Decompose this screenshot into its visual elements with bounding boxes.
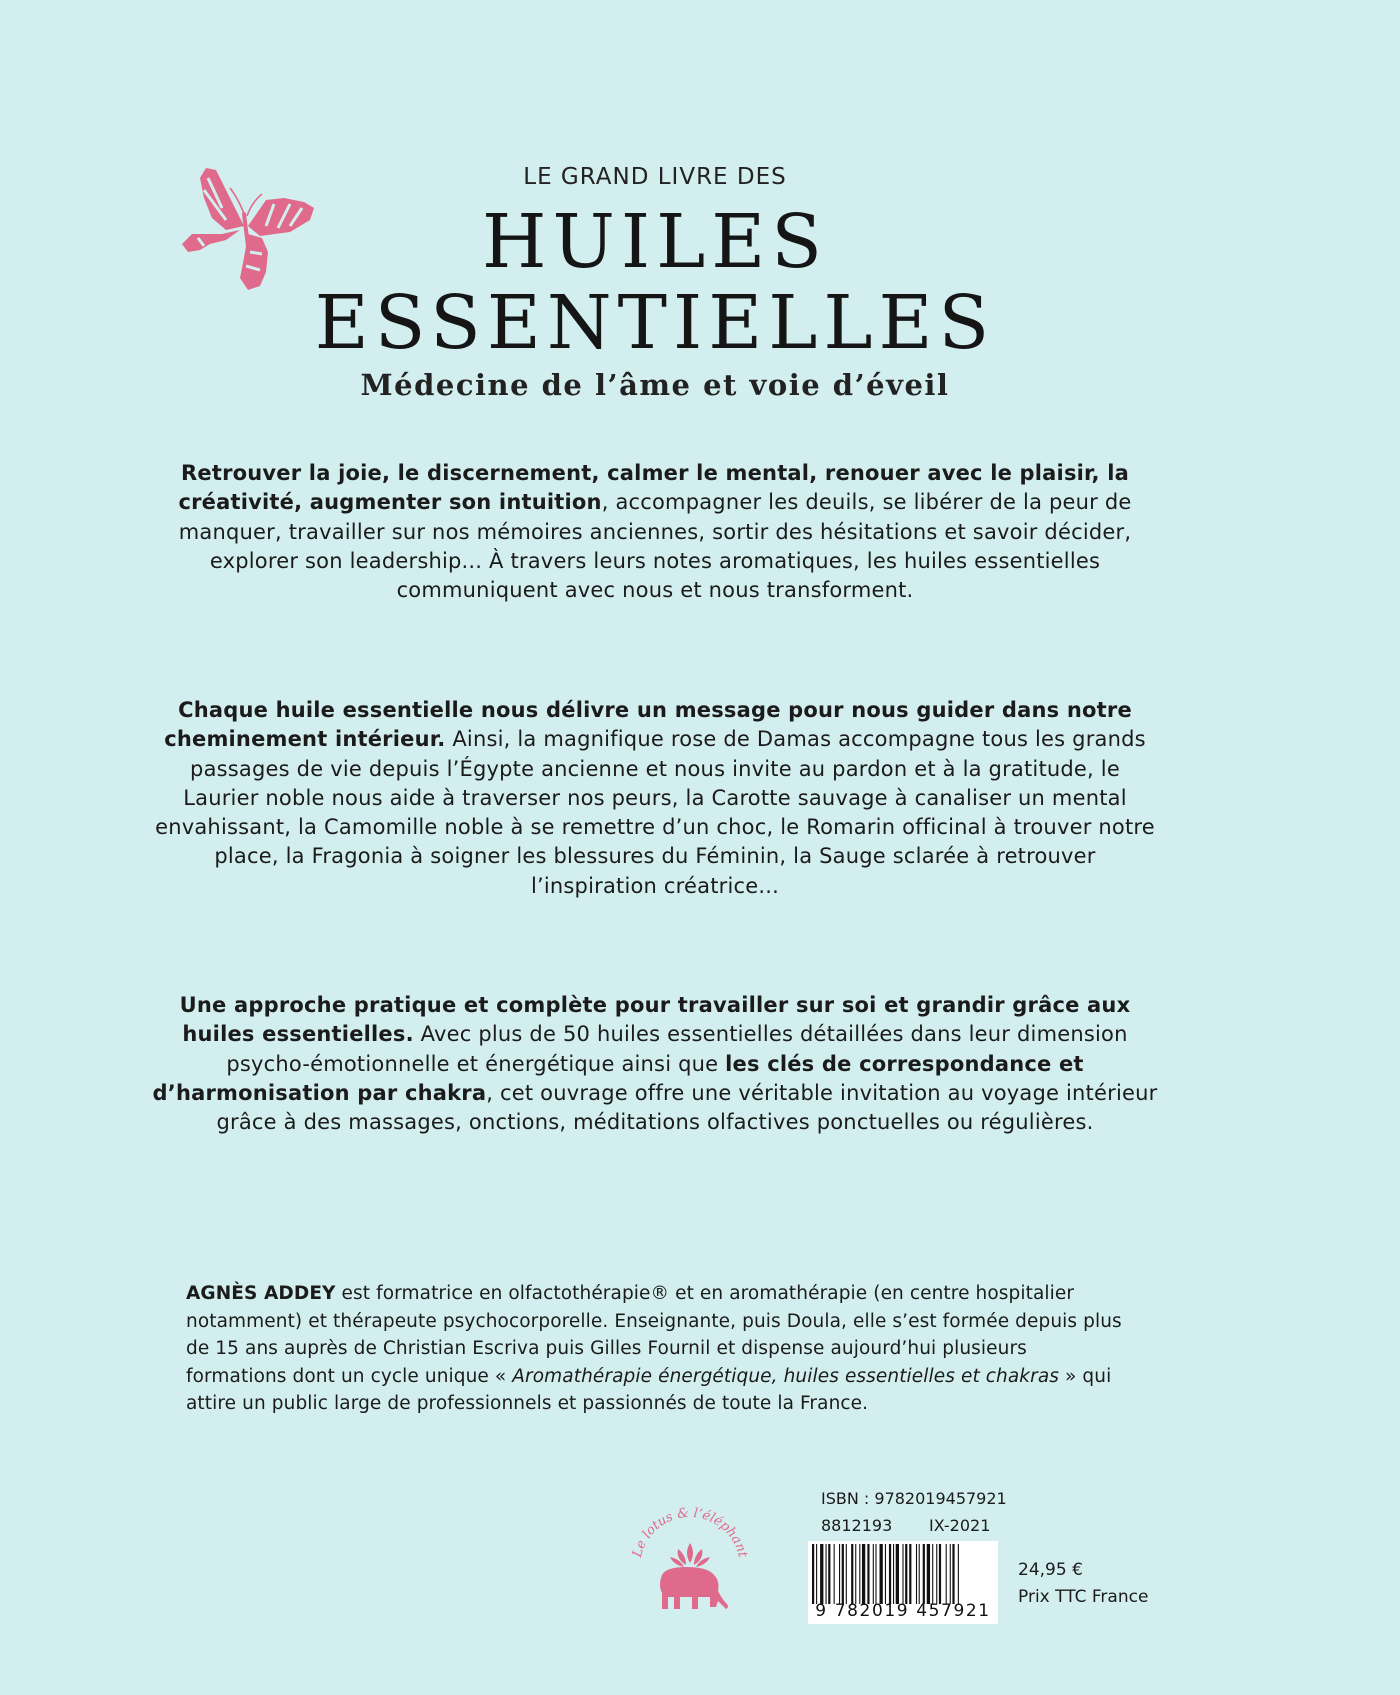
- bio-text-1: est formatrice en olfactothérapie® et en aromathérapie (en centre hospitalier notamment) et thérapeute psychocorporelle. Enseignante, puis Doula, elle s’est formée depuis plus de 15 ans auprès de Christian Escriva puis Gilles Fournil et dispense aujourd’hui plusieurs formations dont un cycle unique «: [186, 1283, 1122, 1387]
- book-title-line2: ESSENTIELLES: [314, 280, 996, 366]
- paragraph-3-text-1: Avec plus de 50 huiles essentielles détaillées dans leur dimension psycho-émotionnelle et énergétique ainsi que: [226, 1022, 1128, 1076]
- bio-text-2: » qui attire un public large de professionnels et passionnés de toute la France.: [186, 1365, 1112, 1414]
- book-title-line1: HUILES: [482, 199, 828, 285]
- publisher-logo: [626, 1497, 754, 1625]
- barcode-number: 9 782019 457921: [815, 1601, 991, 1621]
- barcode-bars: [812, 1544, 994, 1604]
- barcode: [808, 1541, 998, 1624]
- description-paragraph-1: [150, 459, 1160, 605]
- description-paragraph-3: [150, 991, 1160, 1137]
- bio-italic-title: Aromathérapie énergétique, huiles essentielles et chakras: [512, 1365, 1060, 1387]
- product-code: 8812193: [821, 1516, 893, 1535]
- paragraph-3-text-2: , cet ouvrage offre une véritable invitation au voyage intérieur grâce à des massages, onctions, méditations olfactives ponctuelles ou régulières.: [216, 1080, 1158, 1135]
- edition-date: IX-2021: [929, 1516, 991, 1535]
- paragraph-3-bold-1: Une approche pratique et complète pour travailler sur soi et grandir grâce aux huiles essentielles.: [179, 993, 1131, 1047]
- paragraph-1-text: , accompagner les deuils, se libérer de la peur de manquer, travailler sur nos mémoires anciennes, sortir des hésitations et savoir décider, explorer son leadership... À travers leurs notes aromatiques, les huiles essentielles communiquent avec nous et nous transforment.: [178, 490, 1132, 603]
- paragraph-2-bold: Chaque huile essentielle nous délivre un message pour nous guider dans notre cheminement intérieur.: [164, 698, 1132, 752]
- book-supertitle: LE GRAND LIVRE DES: [523, 164, 787, 190]
- author-bio: [186, 1280, 1126, 1418]
- paragraph-1-bold: Retrouver la joie, le discernement, calmer le mental, renouer avec le plaisir, la créativité, augmenter son intuition: [178, 461, 1129, 515]
- isbn: ISBN : 9782019457921: [821, 1489, 1007, 1508]
- price-label: Prix TTC France: [1018, 1587, 1149, 1607]
- paragraph-2-text: Ainsi, la magnifique rose de Damas accompagne tous les grands passages de vie depuis l’Égypte ancienne et nous invite au pardon et à la gratitude, le Laurier noble nous aide à traverser nos peurs, la Carotte sauvage à canaliser un mental envahissant, la Camomille noble à se remettre d’un choc, le Romarin officinal à trouver notre place, la Fragonia à soigner les blessures du Féminin, la Sauge sclarée à retrouver l’inspiration créatrice...: [155, 727, 1155, 898]
- price: 24,95 €: [1018, 1560, 1083, 1580]
- publisher-logo-text: Le lotus & l’éléphant: [630, 1505, 750, 1559]
- book-subtitle: Médecine de l’âme et voie d’éveil: [360, 368, 950, 402]
- paragraph-3-bold-2: les clés de correspondance et d’harmonisation par chakra: [152, 1051, 1084, 1105]
- author-name: AGNÈS ADDEY: [186, 1283, 336, 1304]
- description-paragraph-2: [150, 696, 1160, 901]
